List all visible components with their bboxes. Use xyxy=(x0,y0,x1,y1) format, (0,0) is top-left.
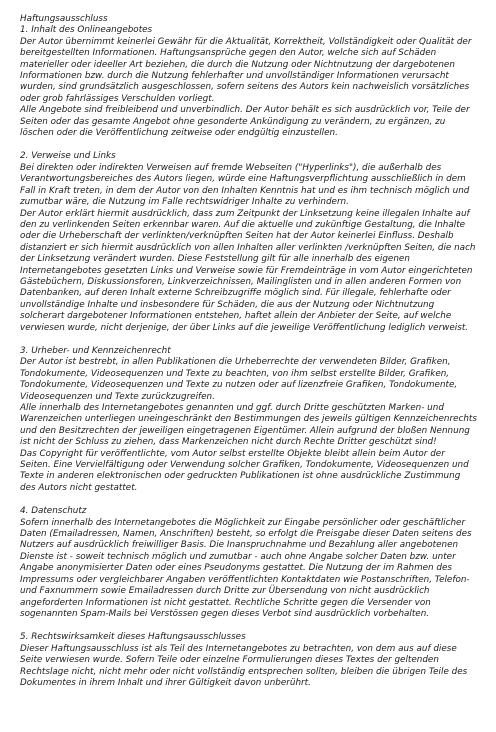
section-title xyxy=(20,346,478,357)
section-5-title: 5. Rechtswirksamkeit dieses Haftungsausschlusses xyxy=(20,632,246,643)
section-3-title: 3. Urheber- und Kennzeichenrecht xyxy=(20,345,171,356)
paragraph xyxy=(20,449,478,495)
section-4-title: 4. Datenschutz xyxy=(20,506,87,517)
section-3-paragraph-2: Alle innerhalb des Internetangebotes genannten und ggf. durch Dritte geschützten Marken- und Warenzeichen unterliegen uneingeschränkt den Bestimmungen des jeweils gültigen Kennzeichenrechts und den Besitzrechten der jeweiligen eingetragenen Eigentümer. Allein aufgrund der bloßen Nennung ist nicht der Schluss zu ziehen, dass Markenzeichen nicht durch Rechte Dritter geschützt sind! xyxy=(20,403,477,448)
section-2 xyxy=(20,151,478,334)
paragraph xyxy=(20,163,478,209)
paragraph xyxy=(20,357,478,403)
section-title xyxy=(20,25,478,36)
section-3-paragraph-1: Der Autor ist bestrebt, in allen Publikationen die Urheberrechte der verwendeten Bilder, Grafiken, Tondokumente, Videosequenzen und Texte zu beachten, von ihm selbst erstellte Bilder, Grafiken, Tondokumente, Videosequenzen und Texte zu nutzen oder auf lizenzfreie Grafiken, Tondokumente, Videosequenzen und Texte zurückzugreifen. xyxy=(20,357,458,402)
section-3-paragraph-3: Das Copyright für veröffentlichte, vom Autor selbst erstellte Objekte bleibt allein beim Autor der Seiten. Eine Vervielfältigung oder Verwendung solcher Grafiken, Tondokumente, Videosequenzen und Texte in anderen elektronischen oder gedruckten Publikationen ist ohne ausdrückliche Zustimmung des Autors nicht gestattet. xyxy=(20,448,469,493)
section-2-paragraph-1: Bei direkten oder indirekten Verweisen auf fremde Webseiten ("Hyperlinks"), die außerhalb des Verantwortungsbereiches des Autors liegen, würde eine Haftungsverpflichtung ausschließlich in dem Fall in Kraft treten, in dem der Autor von den Inhalten Kenntnis hat und es ihm technisch möglich und zumutbar wäre, die Nutzung im Falle rechtswidriger Inhalte zu verhindern. xyxy=(20,162,470,208)
section-1-paragraph-2: Alle Angebote sind freibleibend und unverbindlich. Der Autor behält es sich ausdrücklich vor, Teile der Seiten oder das gesamte Angebot ohne gesonderte Ankündigung zu verändern, zu ergänzen, zu löschen oder die Veröffentlichung zeitweise oder endgültig einzustellen. xyxy=(20,105,470,139)
section-title xyxy=(20,632,478,643)
paragraph xyxy=(20,209,478,334)
page-heading-text: Haftungsausschluss xyxy=(20,14,108,24)
paragraph xyxy=(20,644,478,690)
section-title xyxy=(20,506,478,517)
section-3 xyxy=(20,346,478,494)
section-2-paragraph-2: Der Autor erklärt hiermit ausdrücklich, dass zum Zeitpunkt der Linksetzung keine illegalen Inhalte auf den zu verlinkenden Seiten erkennbar waren. Auf die aktuelle und zukünftige Gestaltung, die Inhalte oder die Urheberschaft der verlinkten/verknüpften Seiten hat der Autor keinerlei Einfluss. Deshalb distanziert er sich hiermit ausdrücklich von allen Inhalten aller verlinkten /verknüpften Seiten, die nach der Linksetzung verändert wurden. Diese Feststellung gilt für alle innerhalb des eigenen Internetangebotes gesetzten Links und Verweise sowie für Fremdeinträge in vom Autor eingerichteten Gästebüchern, Diskussionsforen, Linkverzeichnissen, Mailinglisten und in allen anderen Formen von Datenbanken, auf deren Inhalt externe Schreibzugriffe möglich sind. Für illegale, fehlerhafte oder unvollständige Inhalte und insbesondere für Schäden, die aus der Nutzung oder Nichtnutzung solcherart dargebotener Informationen entstehen, haftet allein der Anbieter der Seite, auf welche verwiesen wurde, nicht derjenige, der über Links auf die jeweilige Veröffentlichung lediglich verweist. xyxy=(20,208,476,333)
section-4-paragraph-1: Sofern innerhalb des Internetangebotes die Möglichkeit zur Eingabe persönlicher oder geschäftlicher Daten (Emailadressen, Namen, Anschriften) besteht, so erfolgt die Preisgabe dieser Daten seitens des Nutzers auf ausdrücklich freiwilliger Basis. Die Inanspruchnahme und Bezahlung aller angebotenen Dienste ist - soweit technisch möglich und zumutbar - auch ohne Angabe solcher Daten bzw. unter Angabe anonymisierter Daten oder eines Pseudonyms gestattet. Die Nutzung der im Rahmen des Impressums oder vergleichbarer Angaben veröffentlichten Kontaktdaten wie Postanschriften, Telefon- und Faxnummern sowie Emailadressen durch Dritte zur Übersendung von nicht ausdrücklich angeforderten Informationen ist nicht gestattet. Rechtliche Schritte gegen die Versender von sogenannten Spam-Mails bei Verstössen gegen dieses Verbot sind ausdrücklich vorbehalten. xyxy=(20,517,472,619)
section-2-title: 2. Verweise und Links xyxy=(20,151,116,162)
section-5-paragraph-1: Dieser Haftungsausschluss ist als Teil des Internetangebotes zu betrachten, von dem aus auf diese Seite verwiesen wurde. Sofern Teile oder einzelne Formulierungen dieses Textes der geltenden Rechtslage nicht, nicht mehr oder nicht vollständig entsprechen sollten, bleiben die übrigen Teile des Dokumentes in ihrem Inhalt und ihrer Gültigkeit davon unberührt. xyxy=(20,643,468,688)
paragraph xyxy=(20,105,478,139)
page-heading xyxy=(20,14,478,25)
disclaimer-document xyxy=(20,14,478,689)
section-4 xyxy=(20,506,478,620)
section-1-paragraph-1: Der Autor übernimmt keinerlei Gewähr für die Aktualität, Korrektheit, Vollständigkeit oder Qualität der bereitgestellten Informationen. Haftungsansprüche gegen den Autor, welche sich auf Schäden materieller oder ideeller Art beziehen, die durch die Nutzung oder Nichtnutzung der dargebotenen Informationen bzw. durch die Nutzung fehlerhafter und unvollständiger Informationen verursacht wurden, sind grundsätzlich ausgeschlossen, sofern seitens des Autors kein nachweislich vorsätzliches oder grob fahrlässiges Verschulden vorliegt. xyxy=(20,36,472,104)
section-title xyxy=(20,151,478,162)
paragraph xyxy=(20,518,478,621)
section-1-title: 1. Inhalt des Onlineangebotes xyxy=(20,25,153,36)
paragraph xyxy=(20,403,478,449)
paragraph xyxy=(20,37,478,105)
section-5 xyxy=(20,632,478,689)
